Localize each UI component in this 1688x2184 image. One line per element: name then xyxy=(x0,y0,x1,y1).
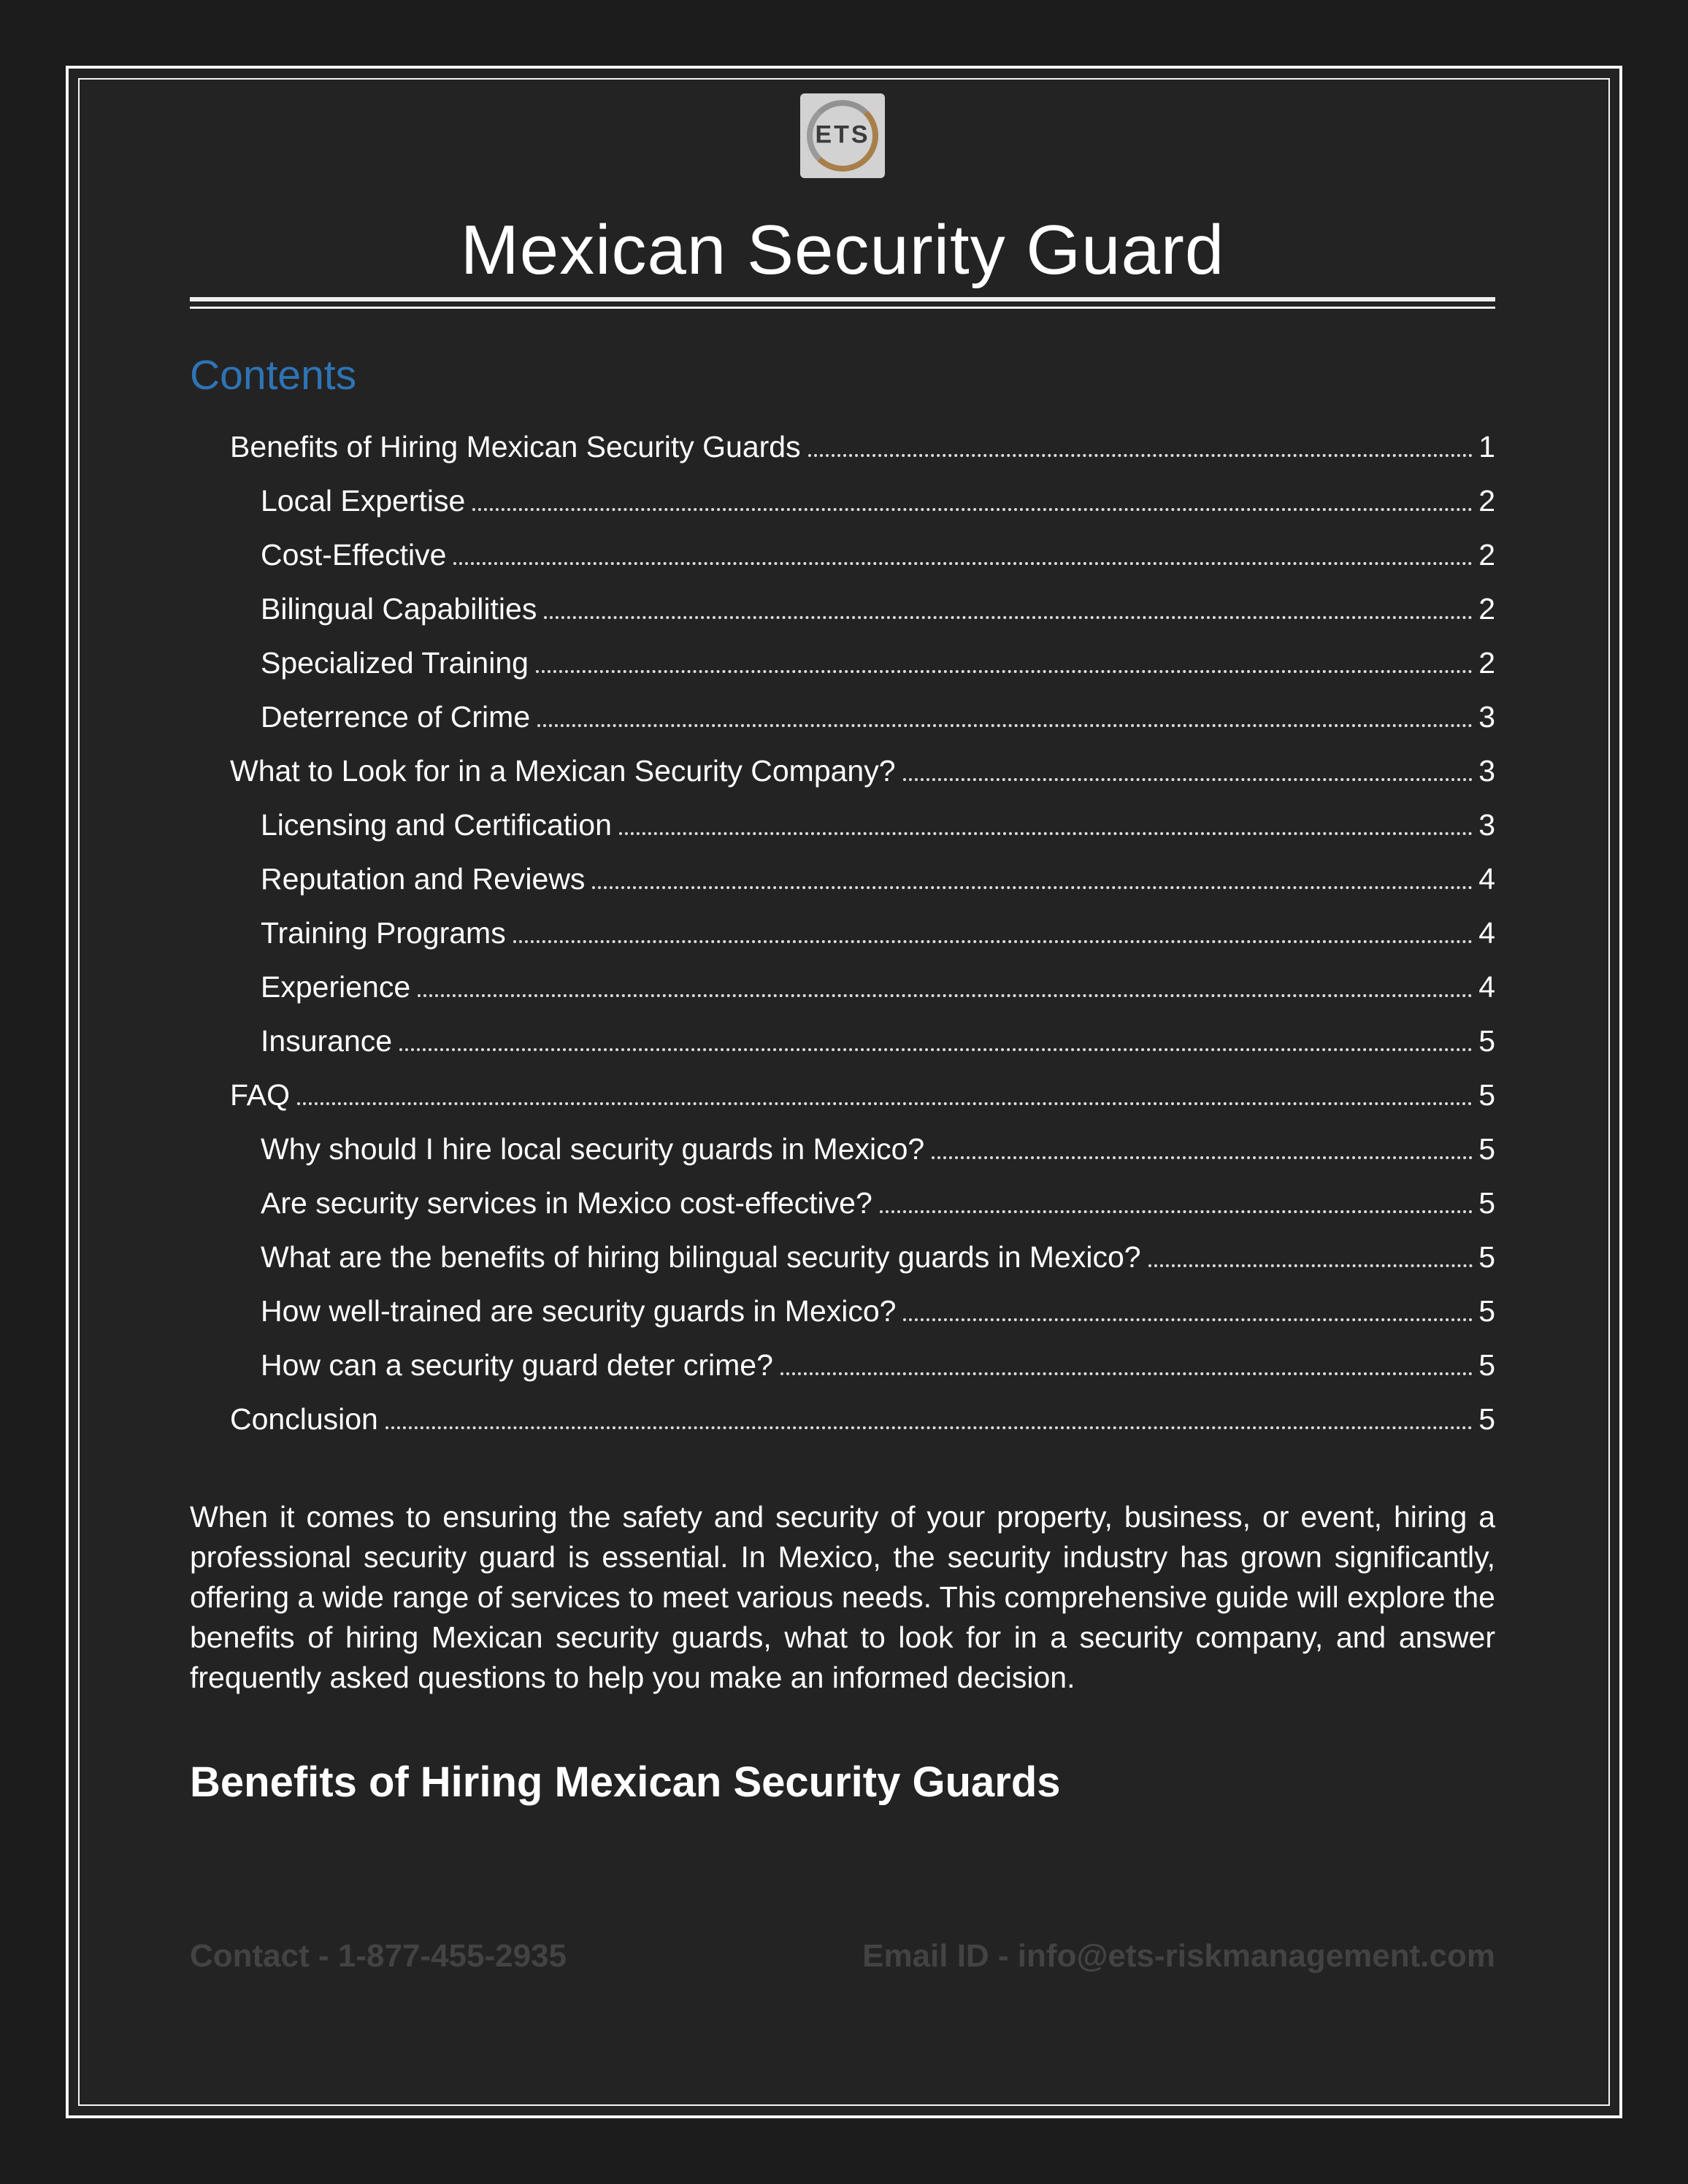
logo-text: ETS xyxy=(815,120,870,149)
toc-entry-label: Bilingual Capabilities xyxy=(261,592,537,626)
toc-entry-page: 3 xyxy=(1478,808,1495,842)
toc-entry[interactable] xyxy=(190,798,1495,852)
toc-leader-dots xyxy=(472,508,1473,511)
title-divider xyxy=(190,297,1495,309)
toc-entry[interactable] xyxy=(190,744,1495,798)
toc-entry[interactable] xyxy=(190,1284,1495,1338)
contents-heading: Contents xyxy=(190,352,357,399)
toc-leader-dots xyxy=(399,1048,1473,1051)
toc-entry-page: 4 xyxy=(1478,862,1495,896)
intro-paragraph: When it comes to ensuring the safety and security of your property, business, or event, hiring a professional security guard is essential. In Mexico, the security industry has grown significantly, offering a wide range of services to meet various needs. This comprehensive guide will explore the benefits of hiring Mexican security guards, what to look for in a security company, and answer frequently asked questions to help you make an informed decision. xyxy=(190,1500,1495,1695)
toc-entry[interactable] xyxy=(190,1122,1495,1176)
toc-entry-page: 5 xyxy=(1478,1240,1495,1274)
toc-leader-dots xyxy=(536,670,1473,673)
toc-entry[interactable] xyxy=(190,582,1495,636)
toc-entry[interactable] xyxy=(190,474,1495,528)
toc-entry-label: How well-trained are security guards in Mexico? xyxy=(261,1294,897,1329)
toc-entry-page: 5 xyxy=(1478,1348,1495,1383)
toc-leader-dots xyxy=(880,1210,1473,1213)
toc-entry-page: 5 xyxy=(1478,1402,1495,1437)
toc-entry-page: 5 xyxy=(1478,1078,1495,1112)
toc-leader-dots xyxy=(418,994,1473,997)
toc-entry-page: 4 xyxy=(1478,916,1495,950)
toc-entry-label: Cost-Effective xyxy=(261,538,447,572)
toc-entry[interactable] xyxy=(190,690,1495,744)
document-title: Mexican Security Guard xyxy=(460,211,1225,289)
toc-entry-label: What are the benefits of hiring bilingual security guards in Mexico? xyxy=(261,1240,1141,1274)
toc-entry-page: 5 xyxy=(1478,1294,1495,1329)
toc-entry-page: 3 xyxy=(1478,700,1495,734)
toc-entry-page: 2 xyxy=(1478,484,1495,518)
toc-entry-label: Experience xyxy=(261,970,411,1004)
toc-leader-dots xyxy=(297,1102,1473,1105)
toc-entry-label: Are security services in Mexico cost-effective? xyxy=(261,1186,872,1220)
toc-entry-label: Benefits of Hiring Mexican Security Guards xyxy=(230,430,801,464)
table-of-contents xyxy=(190,420,1495,1446)
toc-leader-dots xyxy=(780,1372,1473,1375)
toc-leader-dots xyxy=(1148,1264,1473,1267)
toc-leader-dots xyxy=(453,562,1473,565)
toc-entry-page: 2 xyxy=(1478,538,1495,572)
toc-entry[interactable] xyxy=(190,1068,1495,1122)
toc-entry[interactable] xyxy=(190,1176,1495,1230)
toc-entry-label: Training Programs xyxy=(261,916,506,950)
toc-entry[interactable] xyxy=(190,906,1495,960)
toc-entry-label: Insurance xyxy=(261,1024,393,1058)
toc-leader-dots xyxy=(592,886,1473,889)
toc-entry-page: 5 xyxy=(1478,1024,1495,1058)
toc-entry-page: 4 xyxy=(1478,970,1495,1004)
toc-entry-page: 2 xyxy=(1478,592,1495,626)
toc-entry[interactable] xyxy=(190,1392,1495,1446)
toc-entry[interactable] xyxy=(190,420,1495,474)
toc-entry[interactable] xyxy=(190,636,1495,690)
toc-entry-label: Local Expertise xyxy=(261,484,466,518)
toc-leader-dots xyxy=(903,778,1473,781)
page-footer xyxy=(190,1938,1495,1975)
page-content xyxy=(190,93,1495,1807)
toc-entry[interactable] xyxy=(190,1338,1495,1392)
toc-entry-label: FAQ xyxy=(230,1078,291,1112)
toc-entry-page: 1 xyxy=(1478,430,1495,464)
toc-leader-dots xyxy=(932,1156,1473,1159)
toc-entry-label: Why should I hire local security guards in Mexico? xyxy=(261,1132,925,1166)
toc-leader-dots xyxy=(544,616,1473,619)
toc-entry-label: Deterrence of Crime xyxy=(261,700,531,734)
toc-leader-dots xyxy=(513,940,1473,943)
toc-leader-dots xyxy=(537,724,1473,727)
toc-entry-label: What to Look for in a Mexican Security Company? xyxy=(230,754,896,788)
toc-entry-label: How can a security guard deter crime? xyxy=(261,1348,773,1383)
footer-email: Email ID - info@ets-riskmanagement.com xyxy=(862,1938,1495,1974)
toc-entry[interactable] xyxy=(190,1014,1495,1068)
toc-leader-dots xyxy=(903,1318,1473,1321)
toc-entry-label: Licensing and Certification xyxy=(261,808,612,842)
toc-leader-dots xyxy=(808,454,1473,457)
toc-entry[interactable] xyxy=(190,1230,1495,1284)
section-heading: Benefits of Hiring Mexican Security Guards xyxy=(190,1758,1061,1807)
toc-entry-page: 2 xyxy=(1478,646,1495,680)
toc-entry-page: 3 xyxy=(1478,754,1495,788)
toc-entry[interactable] xyxy=(190,960,1495,1014)
toc-entry[interactable] xyxy=(190,528,1495,582)
toc-leader-dots xyxy=(619,832,1473,835)
toc-entry[interactable] xyxy=(190,852,1495,906)
toc-entry-label: Reputation and Reviews xyxy=(261,862,586,896)
toc-entry-page: 5 xyxy=(1478,1132,1495,1166)
toc-entry-label: Conclusion xyxy=(230,1402,378,1437)
toc-entry-label: Specialized Training xyxy=(261,646,529,680)
footer-contact: Contact - 1-877-455-2935 xyxy=(190,1938,567,1974)
toc-leader-dots xyxy=(385,1426,1473,1429)
ets-logo xyxy=(800,93,885,178)
toc-entry-page: 5 xyxy=(1478,1186,1495,1220)
